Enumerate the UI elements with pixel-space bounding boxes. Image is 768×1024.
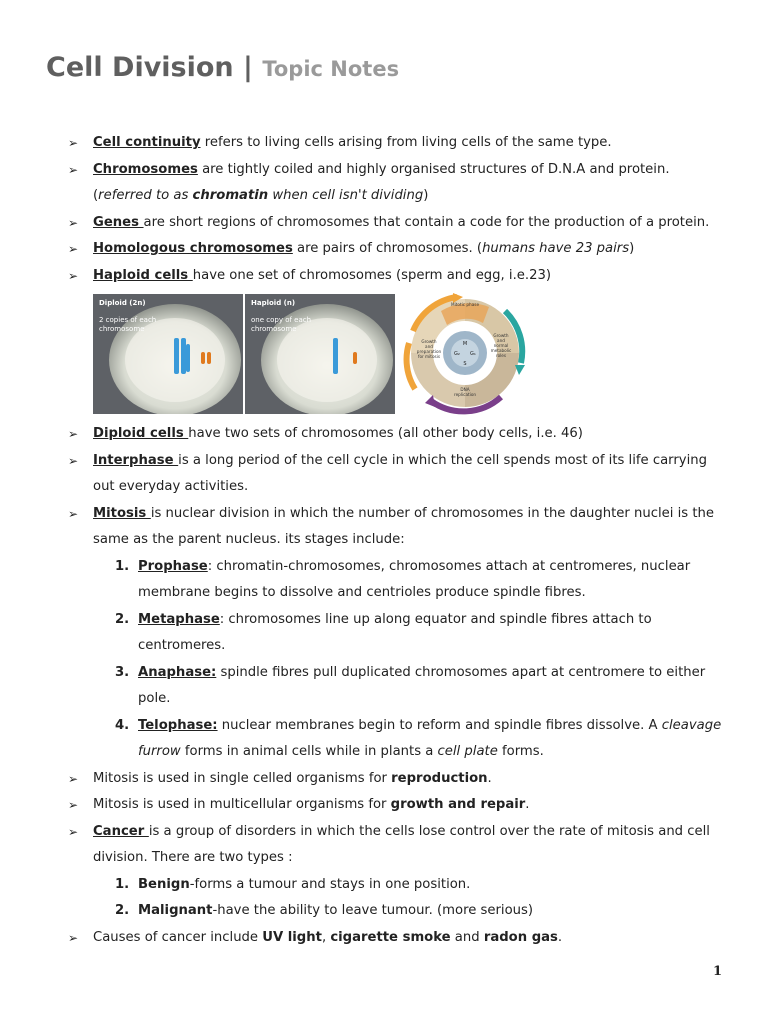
bold-text: cigarette smoke [330, 929, 451, 945]
bold-text: reproduction [391, 770, 488, 786]
bold-italic-text: chromatin [192, 188, 269, 203]
title-sub: Topic Notes [262, 57, 400, 81]
bullet-interphase [68, 448, 728, 501]
list-number: 2. [115, 611, 130, 627]
cycle-right-1: Growth [493, 333, 509, 338]
diploid-image [93, 294, 243, 414]
panel1-label3: chromosome [99, 325, 145, 333]
haploid-image [245, 294, 395, 414]
term: Diploid cells [93, 426, 189, 441]
cycle-bottom-2: replication [453, 392, 477, 397]
stage-prophase [68, 554, 728, 607]
list-text: : chromatin-chromosomes, chromosomes attach at centromeres, nuclear membrane begins to dissolve and centrioles produce spindle fibres. [138, 558, 691, 600]
bullet-cell-continuity [68, 130, 728, 157]
panel2-label1: Haploid (n) [251, 299, 296, 307]
bullet-text: . [557, 929, 563, 945]
bullet-text: are tightly coiled and highly organised structures of D.N.A and protein. ( [93, 161, 670, 203]
cycle-right-4: metabolic [490, 348, 512, 353]
bullet-text: Causes of cancer include [93, 929, 263, 945]
italic-text: referred to as [98, 188, 193, 203]
bullet-text: have one set of chromosomes (sperm and egg, i.e.23) [192, 267, 552, 283]
bullet-text: have two sets of chromosomes (all other body cells, i.e. 46) [188, 426, 583, 441]
cancer-malignant [68, 898, 728, 925]
list-number: 4. [115, 717, 130, 733]
cycle-right-5: roles [495, 353, 507, 358]
cycle-bottom-1: DNA [460, 387, 470, 392]
title-main: Cell Division | [46, 52, 253, 83]
term: Cancer [93, 823, 149, 839]
bullet-text: is a group of disorders in which the cells lose control over the rate of mitosis and cell division. There are two types : [93, 823, 710, 865]
stage-metaphase [68, 607, 728, 660]
page-number: 1 [712, 964, 722, 979]
term: Cell continuity [93, 135, 201, 150]
term: Anaphase: [138, 664, 217, 680]
bold-text: UV light [262, 929, 322, 945]
bullet-text: ) [629, 241, 635, 256]
bullet-text: is nuclear division in which the number of chromosomes in the daughter nuclei is the same as the parent nucleus. its stages include: [93, 505, 715, 547]
list-text: forms. [497, 744, 544, 759]
notes-content [68, 130, 728, 951]
panel2-label2: one copy of each [251, 316, 312, 324]
bullet-text: are pairs of chromosomes. ( [292, 241, 483, 256]
bold-term: Benign [138, 876, 190, 892]
italic-text: cell plate [437, 744, 498, 759]
bullet-genes [68, 210, 728, 237]
bullet-text: are short regions of chromosomes that contain a code for the production of a protein. [143, 214, 710, 230]
cycle-left-3: preparation [416, 349, 442, 354]
bold-term: Malignant [138, 903, 213, 918]
bold-text: radon gas [483, 929, 558, 945]
bullet-haploid [68, 263, 728, 290]
cycle-right-2: and [497, 338, 505, 343]
bullet-chromosomes [68, 157, 728, 210]
italic-text: humans have 23 pairs [482, 241, 630, 256]
bullet-text: and [450, 929, 484, 945]
list-number: 1. [115, 558, 130, 574]
term: Metaphase [138, 611, 220, 627]
bullet-diploid [68, 421, 728, 448]
bullet-homologous [68, 236, 728, 263]
bullet-text: ) [423, 188, 429, 203]
term: Genes [93, 214, 144, 230]
list-text: -forms a tumour and stays in one position. [189, 876, 471, 892]
list-text: spindle fibres pull duplicated chromosomes apart at centromere to either pole. [138, 664, 706, 706]
term: Homologous chromosomes [93, 241, 293, 256]
bullet-mitosis-single [68, 766, 728, 793]
list-text: : chromosomes line up along equator and spindle fibres attach to centromeres. [138, 611, 652, 653]
bullet-mitosis-multi [68, 792, 728, 819]
italic-text: when cell isn't dividing [268, 188, 424, 203]
bold-text: growth and repair [390, 797, 526, 812]
bullet-cancer [68, 819, 728, 872]
term: Mitosis [93, 505, 151, 521]
term: Telophase: [138, 717, 218, 733]
bullet-mitosis [68, 501, 728, 554]
list-number: 3. [115, 664, 130, 680]
cycle-top-label: Mitotic phase [450, 302, 480, 307]
bullet-text: refers to living cells arising from living cells of the same type. [200, 135, 612, 150]
stage-telophase [68, 713, 728, 766]
figure-row [93, 293, 728, 415]
bullet-text: Mitosis is used in multicellular organisms for [93, 797, 391, 812]
cancer-benign [68, 872, 728, 899]
term: Interphase [93, 452, 179, 468]
cell-cycle-diagram [401, 293, 529, 415]
list-text: nuclear membranes begin to reform and spindle fibres dissolve. A [217, 717, 662, 733]
cycle-left-2: and [425, 344, 433, 349]
term: Prophase [138, 558, 208, 574]
bullet-text: is a long period of the cell cycle in which the cell spends most of its life carrying out everyday activities. [93, 452, 707, 494]
term: Haploid cells [93, 267, 193, 283]
list-number: 2. [115, 903, 130, 918]
panel1-label2: 2 copies of each [99, 316, 157, 324]
italic-text: cleavage furrow [138, 717, 722, 759]
cycle-g1-label: G₁ [470, 351, 476, 357]
cycle-s-label: S [463, 361, 467, 367]
cycle-right-3: normal [493, 343, 509, 348]
list-text: forms in animal cells while in plants a [180, 744, 438, 759]
cycle-m-label: M [462, 341, 468, 347]
cycle-g2-label: G₂ [454, 351, 460, 357]
list-text: -have the ability to leave tumour. (more serious) [212, 903, 534, 918]
bullet-text: . [525, 797, 530, 812]
cycle-left-1: Growth [421, 339, 437, 344]
bullet-causes [68, 925, 728, 952]
list-number: 1. [115, 876, 130, 892]
term: Chromosomes [93, 161, 198, 177]
panel2-label3: chromosome [251, 325, 297, 333]
page-title [46, 52, 399, 83]
cycle-left-4: for mitosis [417, 354, 441, 359]
bullet-text: . [487, 770, 492, 786]
stage-anaphase [68, 660, 728, 713]
panel1-label1: Diploid (2n) [99, 299, 146, 307]
bullet-text: Mitosis is used in single celled organisms for [93, 770, 392, 786]
bullet-text: , [321, 929, 331, 945]
